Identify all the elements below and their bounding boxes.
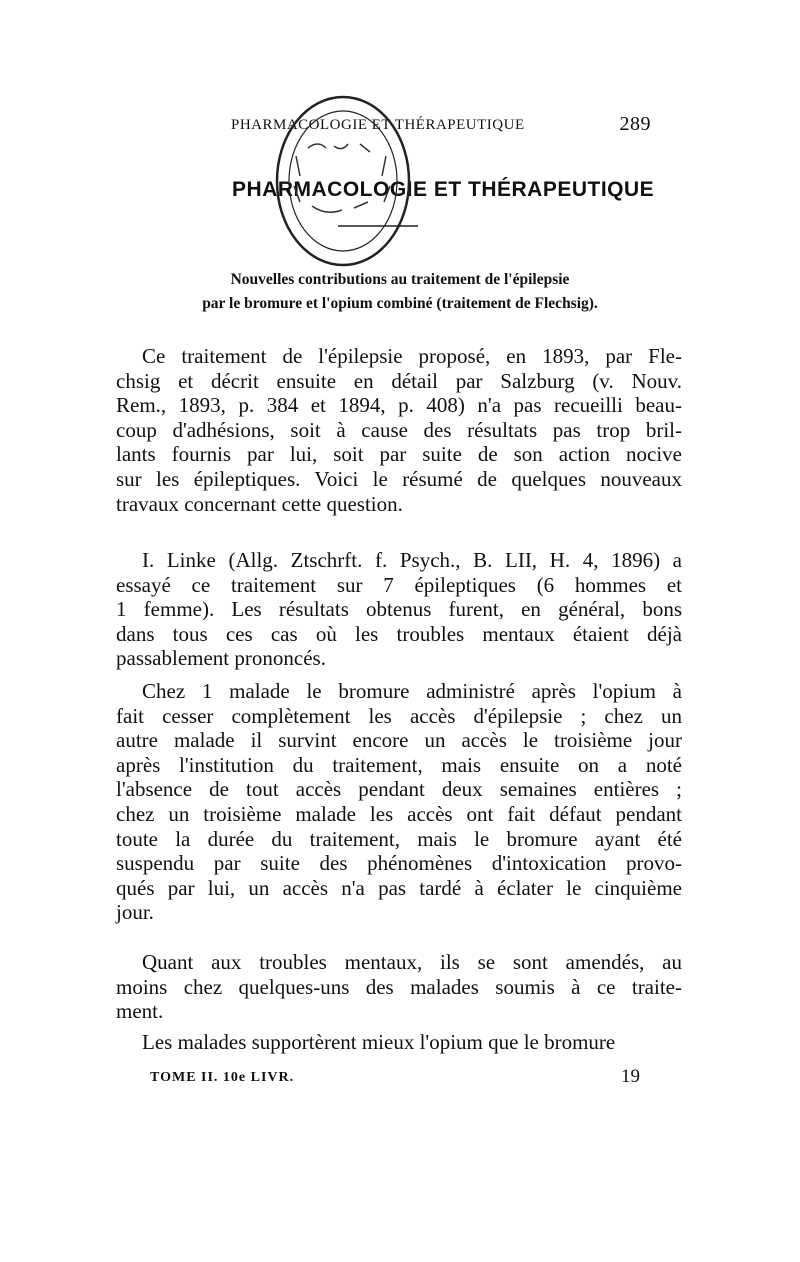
signature-number: 19 xyxy=(621,1066,640,1087)
subtitle-line: Nouvelles contributions au traitement de l'épilepsie xyxy=(230,271,570,288)
text-line: travaux concernant cette question. xyxy=(116,491,403,516)
library-stamp-icon xyxy=(268,86,418,276)
text-line: chez un troisième malade les accès ont fait défaut pendant xyxy=(116,801,682,826)
text-line: l'absence de tout accès pendant deux semaines entières ; xyxy=(116,777,682,802)
text-line: suspendu par suite des phénomènes d'intoxication provo- xyxy=(116,851,682,876)
text-line: Chez 1 malade le bromure administré après l'opium à xyxy=(142,679,682,703)
text-line: Les malades supportèrent mieux l'opium que le bromure xyxy=(142,1030,616,1054)
paragraph-1 xyxy=(116,344,682,516)
paragraph-3 xyxy=(116,679,682,925)
text-line: Rem., 1893, p. 384 et 1894, p. 408) n'a pas recueilli beau- xyxy=(116,393,682,418)
article-subtitle xyxy=(120,268,680,316)
text-line: coup d'adhésions, soit à cause des résultats pas trop bril- xyxy=(116,417,682,442)
text-line: chsig et décrit ensuite en détail par Salzburg (v. Nouv. xyxy=(116,368,682,393)
text-line: Ce traitement de l'épilepsie proposé, en 1893, par Fle- xyxy=(142,344,682,368)
text-line: I. Linke (Allg. Ztschrft. f. Psych., B. LII, H. 4, 1896) a xyxy=(142,548,682,572)
page-footer xyxy=(150,1066,640,1090)
paragraph-2 xyxy=(116,548,682,671)
text-line: Quant aux troubles mentaux, ils se sont amendés, au xyxy=(142,950,682,974)
section-title: PHARMACOLOGIE ET THÉRAPEUTIQUE xyxy=(232,178,655,201)
text-line: 1 femme). Les résultats obtenus furent, en général, bons xyxy=(116,597,682,622)
text-line: ment. xyxy=(116,999,164,1024)
text-line: fait cesser complètement les accès d'épilepsie ; chez un xyxy=(116,703,682,728)
text-line: toute la durée du traitement, mais le bromure ayant été xyxy=(116,826,682,851)
text-line: dans tous ces cas où les troubles mentaux étaient déjà xyxy=(116,621,682,646)
text-line: lants fournis par lui, soit par suite de son action nocive xyxy=(116,442,682,467)
text-line: qués par lui, un accès n'a pas tardé à éclater le cinquième xyxy=(116,875,682,900)
paragraph-4 xyxy=(116,950,682,1024)
text-line: autre malade il survint encore un accès le troisième jour xyxy=(116,728,682,753)
running-head-title: PHARMACOLOGIE ET THÉRAPEUTIQUE xyxy=(231,117,525,133)
text-line: après l'institution du traitement, mais ensuite on a noté xyxy=(116,752,682,777)
text-line: sur les épileptiques. Voici le résumé de quelques nouveaux xyxy=(116,466,682,491)
text-line: moins chez quelques-uns des malades soumis à ce traite- xyxy=(116,974,682,999)
text-line: essayé ce traitement sur 7 épileptiques (6 hommes et xyxy=(116,572,682,597)
paragraph-5 xyxy=(116,1030,682,1055)
subtitle-line: par le bromure et l'opium combiné (traitement de Flechsig). xyxy=(202,295,598,312)
text-line: passablement prononcés. xyxy=(116,646,326,671)
page-number: 289 xyxy=(619,113,651,135)
text-line: jour. xyxy=(116,900,154,925)
signature-mark: TOME II. 10e LIVR. xyxy=(150,1070,295,1085)
